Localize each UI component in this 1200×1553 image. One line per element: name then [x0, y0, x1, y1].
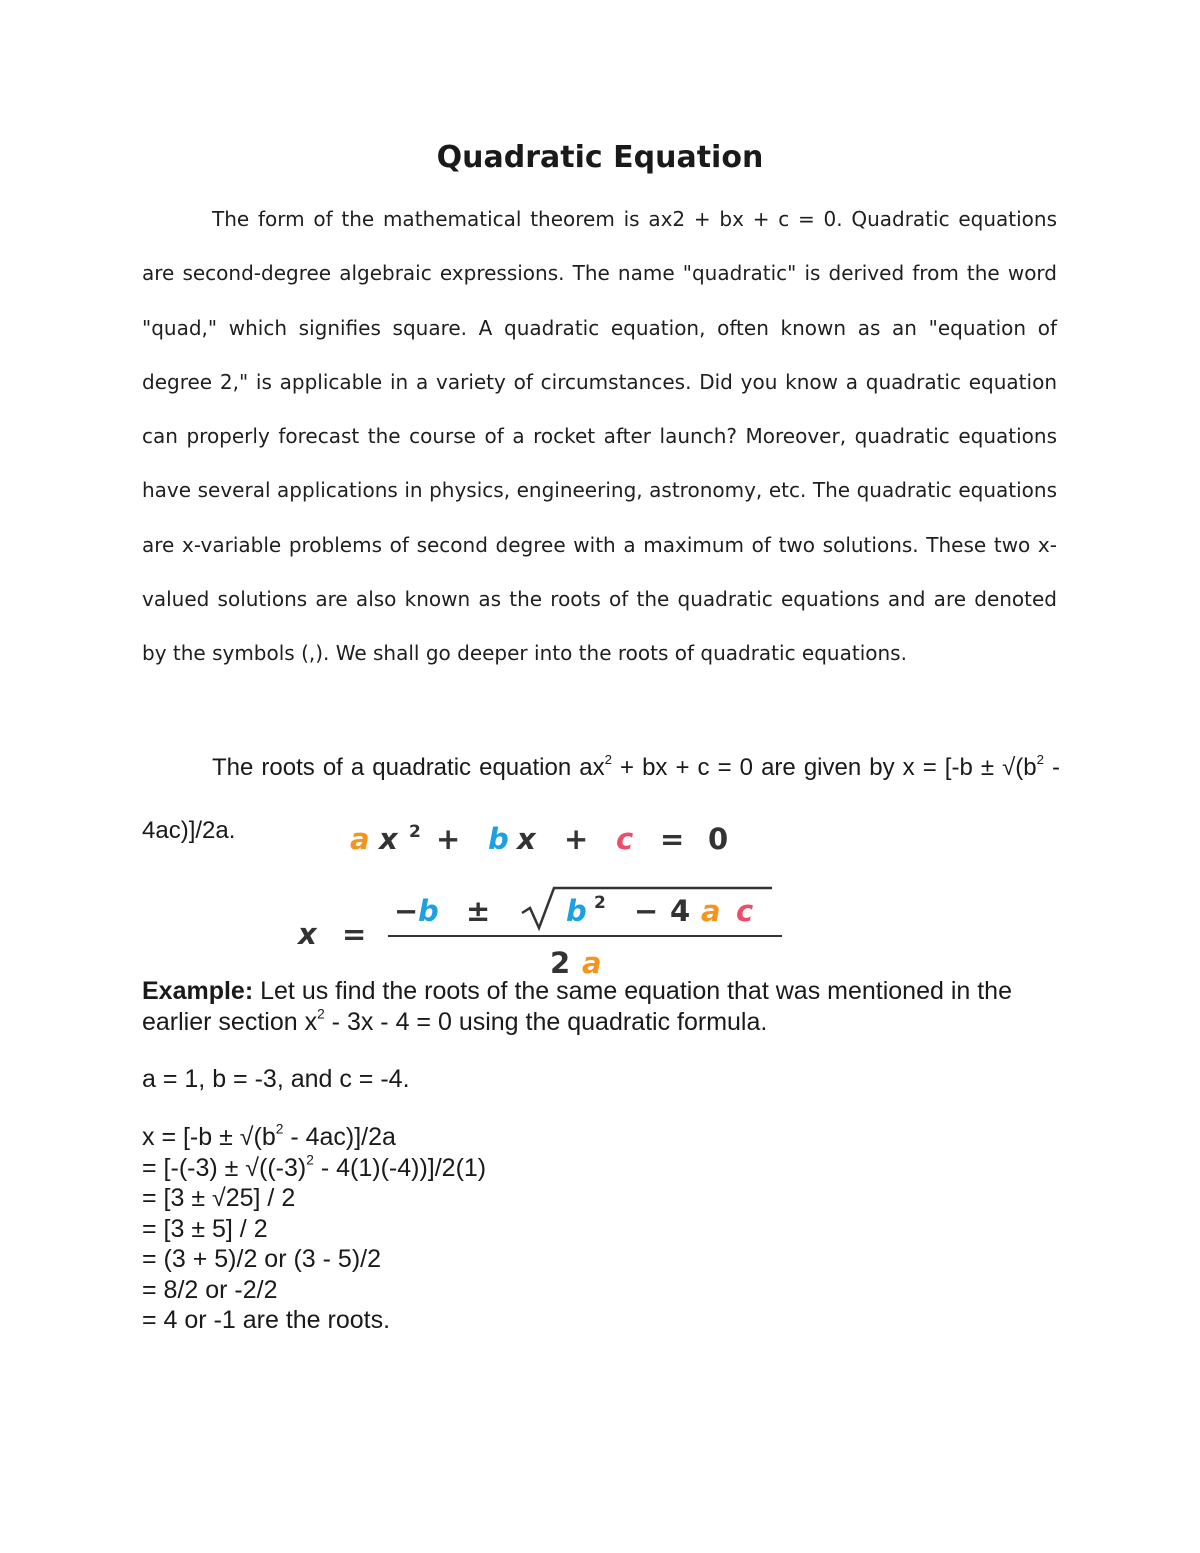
numerator-b: b	[418, 894, 439, 928]
calc-step-1	[142, 1122, 486, 1153]
calc-step-2-sup: 2	[306, 1151, 314, 1167]
formula-a-term: a	[350, 822, 370, 856]
formula-x-term: x	[379, 822, 398, 856]
example-paragraph	[142, 976, 1072, 1038]
solution-equals: =	[342, 917, 367, 951]
calc-step-6: = 8/2 or -2/2	[142, 1275, 278, 1304]
coefficients-line: a = 1, b = -3, and c = -4.	[142, 1065, 410, 1093]
calc-step-7: = 4 or -1 are the roots.	[142, 1306, 391, 1334]
numerator-four: 4	[670, 894, 691, 928]
formula-b-term: b	[488, 822, 509, 856]
formula-square: 2	[409, 822, 421, 842]
example-sup: 2	[317, 1006, 325, 1022]
calc-step-1-a: x = [-b ± √(b	[142, 1123, 276, 1151]
formula-zero: 0	[708, 822, 729, 856]
calc-step-2-a: = [-(-3) ± √((-3)	[142, 1153, 307, 1182]
intro-paragraph: The form of the mathematical theorem is ax2 + bx + c = 0. Quadratic equations are second-degree algebraic expressions. The name "quadratic" is derived from the word "quad," which signifies square. A quadratic equation, often known as an "equation of degree 2," is applicable in a variety of circumstances. Did you know a quadratic equation can properly forecast the course of a rocket after launch? Moreover, quadratic equations have several applications in physics, engineering, astronomy, etc. The quadratic equations are x-variable problems of second degree with a maximum of two solutions. These two x-valued solutions are also known as the roots of the quadratic equations and are denoted by the symbols (,). We shall go deeper into the roots of quadratic equations.	[142, 207, 1057, 666]
formula-equals: =	[660, 822, 685, 856]
denominator-two: 2	[550, 946, 571, 980]
numerator-a: a	[701, 894, 721, 928]
calc-step-4: = [3 ± 5] / 2	[142, 1214, 268, 1243]
numerator-plus-minus: ±	[466, 894, 491, 928]
numerator-b-squared: b	[566, 894, 587, 928]
example-text-2: - 3x - 4 = 0 using the quadratic formula.	[324, 1008, 768, 1036]
numerator-c: c	[736, 894, 754, 928]
formula-plus-2: +	[564, 822, 589, 856]
calc-step-3: = [3 ± √25] / 2	[142, 1184, 296, 1212]
formula-plus-1: +	[436, 822, 461, 856]
roots-text-3: - 4ac)]/2a.	[142, 754, 1061, 844]
numerator-square: 2	[594, 893, 606, 913]
calc-step-1-sup: 2	[275, 1121, 284, 1137]
denominator-a: a	[582, 946, 602, 980]
calculation-steps	[142, 1122, 486, 1336]
numerator-minus: −	[394, 894, 419, 928]
calc-step-2	[142, 1153, 486, 1184]
calc-step-2-b: - 4(1)(-4))]/2(1)	[313, 1153, 487, 1182]
solution-x: x	[298, 917, 317, 951]
roots-text-1: The roots of a quadratic equation ax	[212, 754, 605, 781]
formula-x-term-2: x	[517, 822, 536, 856]
roots-sup-1: 2	[604, 751, 612, 767]
roots-sup-2: 2	[1036, 751, 1044, 767]
example-label: Example:	[142, 977, 254, 1005]
formula-c-term: c	[616, 822, 634, 856]
numerator-minus-2: −	[634, 894, 659, 928]
page-title: Quadratic Equation	[436, 140, 764, 175]
calc-step-1-b: - 4ac)]/2a	[283, 1123, 396, 1151]
example-text-1: Let us find the roots of the same equation that was mentioned in the earlier section x	[142, 977, 1012, 1036]
roots-text-2: + bx + c = 0 are given by x = [-b ± √(b	[611, 754, 1037, 781]
quadratic-formula-image	[290, 818, 800, 980]
calc-step-5: = (3 + 5)/2 or (3 - 5)/2	[142, 1245, 381, 1273]
